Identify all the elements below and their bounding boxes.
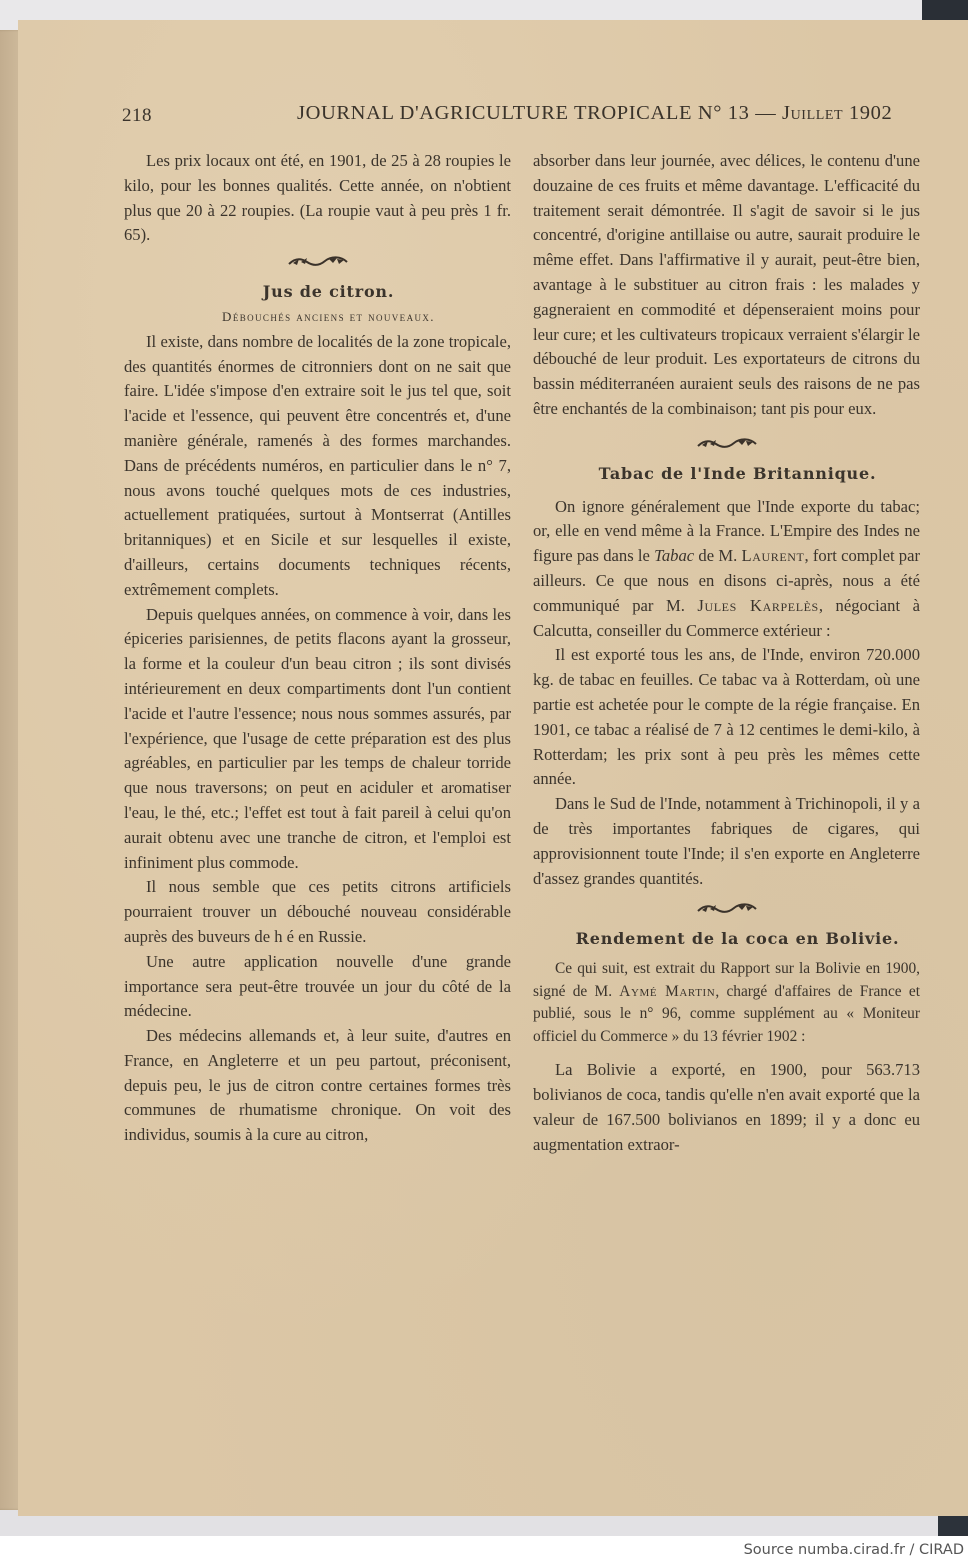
- text-run: On ignore généralement que l'Inde exporte du tabac; or, elle en vend même à la France. L'Empire des Indes ne figure pas dans le: [533, 496, 920, 566]
- running-header: [122, 102, 918, 132]
- fleuron-ornament-icon: [694, 901, 760, 917]
- author-name: Aymé Martin: [619, 982, 716, 1000]
- source-credit: Source numba.cirad.fr / CIRAD: [743, 1542, 964, 1558]
- journal-title: JOURNAL D'AGRICULTURE TROPICALE: [297, 102, 693, 124]
- text-run: , chargé d'affaires de France et publié, sous le n° 96, comme supplément au « Moniteur officiel du Commerce » du 13 février 1902 :: [533, 982, 920, 1045]
- section-subtitle: Débouchés anciens et nouveaux.: [222, 308, 435, 324]
- quoted-intro: [533, 958, 920, 1048]
- left-column: [124, 149, 511, 1148]
- text-run: , négociant à Calcutta, conseiller du Commerce extérieur :: [533, 595, 920, 640]
- paragraph: La Bolivie a exporté, en 1900, pour 563.713 bolivianos de coca, tandis qu'elle n'en avait exporté que la valeur de 167.500 bolivianos en 1899; il y a donc eu augmentation extraor-: [533, 1060, 920, 1154]
- fleuron-ornament-icon: [285, 254, 351, 270]
- section-title-tabac: Tabac de l'Inde Britannique.: [598, 463, 877, 483]
- scan-corner-top-right: [922, 0, 968, 22]
- text-run: de M.: [694, 546, 742, 566]
- text-run: Ce qui suit, est extrait du Rapport sur la Bolivie en 1900, signé de M.: [533, 960, 920, 1000]
- section-title-jus-de-citron: Jus de citron.: [262, 282, 395, 302]
- paragraph: Depuis quelques années, on commence à voir, dans les épiceries parisiennes, de petits flacons ayant la grosseur, la forme et la couleur d'un beau citron ; ils sont divisés intérieurement en deux compartiments dont l'un contient l'acide et l'autre l'essence; nous nous sommes assurés, par l'expérience, que l'usage de cette préparation est des plus agréables, en particulier par les temps de chaleur torride que nous traversons; on peut en aciduler et aromatiser l'eau, le thé, etc.; l'effet est tout à fait pareil à celui qu'on aurait obtenu avec une tranche de citron, et l'emploi est infiniment plus commode.: [124, 604, 511, 872]
- fleuron-ornament-icon: [694, 436, 760, 452]
- author-name: Jules Karpelès: [697, 595, 819, 615]
- right-column: [533, 149, 920, 1158]
- paragraph: Dans le Sud de l'Inde, notamment à Trichinopoli, il y a de très importantes fabriques de cigares, qui approvisionnent toute l'Inde; il s'en exporte en Angleterre d'assez grandes quantités.: [533, 794, 920, 888]
- author-name: Laurent: [741, 546, 805, 566]
- journal-title-line: [297, 102, 892, 125]
- text-run: , fort complet par ailleurs. Ce que nous en disons ci-après, nous a été communiqué par M.: [533, 546, 920, 615]
- book-title-tabac: Tabac: [654, 546, 695, 566]
- issue-info: N° 13 — Juillet 1902: [697, 102, 893, 124]
- paragraph: Des médecins allemands et, à leur suite, d'autres en France, en Angleterre et un peu partout, préconisent, depuis peu, le jus de citron contre certaines formes très communes de rhumatisme chronique. On voit des individus, soumis à la cure au citron,: [124, 1026, 511, 1145]
- continuation-paragraph: absorber dans leur journée, avec délices, le contenu d'une douzaine de ces fruits et même davantage. L'efficacité du traitement serait démontrée. Il s'agit de savoir si le jus concentré, d'origine antillaise ou autre, saurait produire le même effet. Dans l'affirmative il y aurait, peut-être bien, avantage à le substituer au citron frais : les malades y gagneraient en commodité et dépenseraient moins pour leur cure; et les cultivateurs tropicaux verraient s'élargir le débouché de leur produit. Les exportateurs de citrons du bassin méditerranéen auraient seuls des raisons de ne pas être enchantés de la combinaison; tant pis pour eux.: [533, 151, 920, 418]
- paragraph: Il est exporté tous les ans, de l'Inde, environ 720.000 kg. de tabac en feuilles. Ce tabac va à Rotterdam, où une partie est achetée pour le compte de la régie française. En 1901, ce tabac a réalisé de 7 à 12 centimes le demi-kilo, à Rotterdam; les prix sont à peu près les mêmes cette année.: [533, 645, 920, 789]
- paragraph: Une autre application nouvelle d'une grande importance sera peut-être trouvée un jour du côté de la médecine.: [124, 951, 511, 1021]
- section-title-coca: Rendement de la coca en Bolivie.: [575, 929, 900, 949]
- paragraph: Il nous semble que ces petits citrons artificiels pourraient trouver un débouché nouveau considérable auprès des buveurs de h é en Russie.: [124, 877, 511, 946]
- paragraph: Il existe, dans nombre de localités de la zone tropicale, des quantités énormes de citronniers dont on ne sait que faire. L'idée s'impose d'en extraire soit le jus tel que, soit l'acide et l'essence, qui peuvent être concentrés et, d'une manière générale, ramenés à des formes marchandes. Dans de précédents numéros, en particulier dans le n° 7, nous avons touché quelques mots de ces industries, actuellement pratiquées, surtout à Montserrat (Antilles britanniques) et en Sicile et sur lesquelles il existe, d'ailleurs, certains documents techniques récents, extrêmement complets.: [124, 331, 511, 599]
- page-number: 218: [122, 105, 152, 126]
- intro-paragraph: Les prix locaux ont été, en 1901, de 25 à 28 roupies le kilo, pour les bonnes qualités. Cette année, on n'obtient plus que 20 à 22 roupies. (La roupie vaut à peu près 1 fr. 65).: [124, 151, 511, 245]
- paragraph: [533, 495, 920, 644]
